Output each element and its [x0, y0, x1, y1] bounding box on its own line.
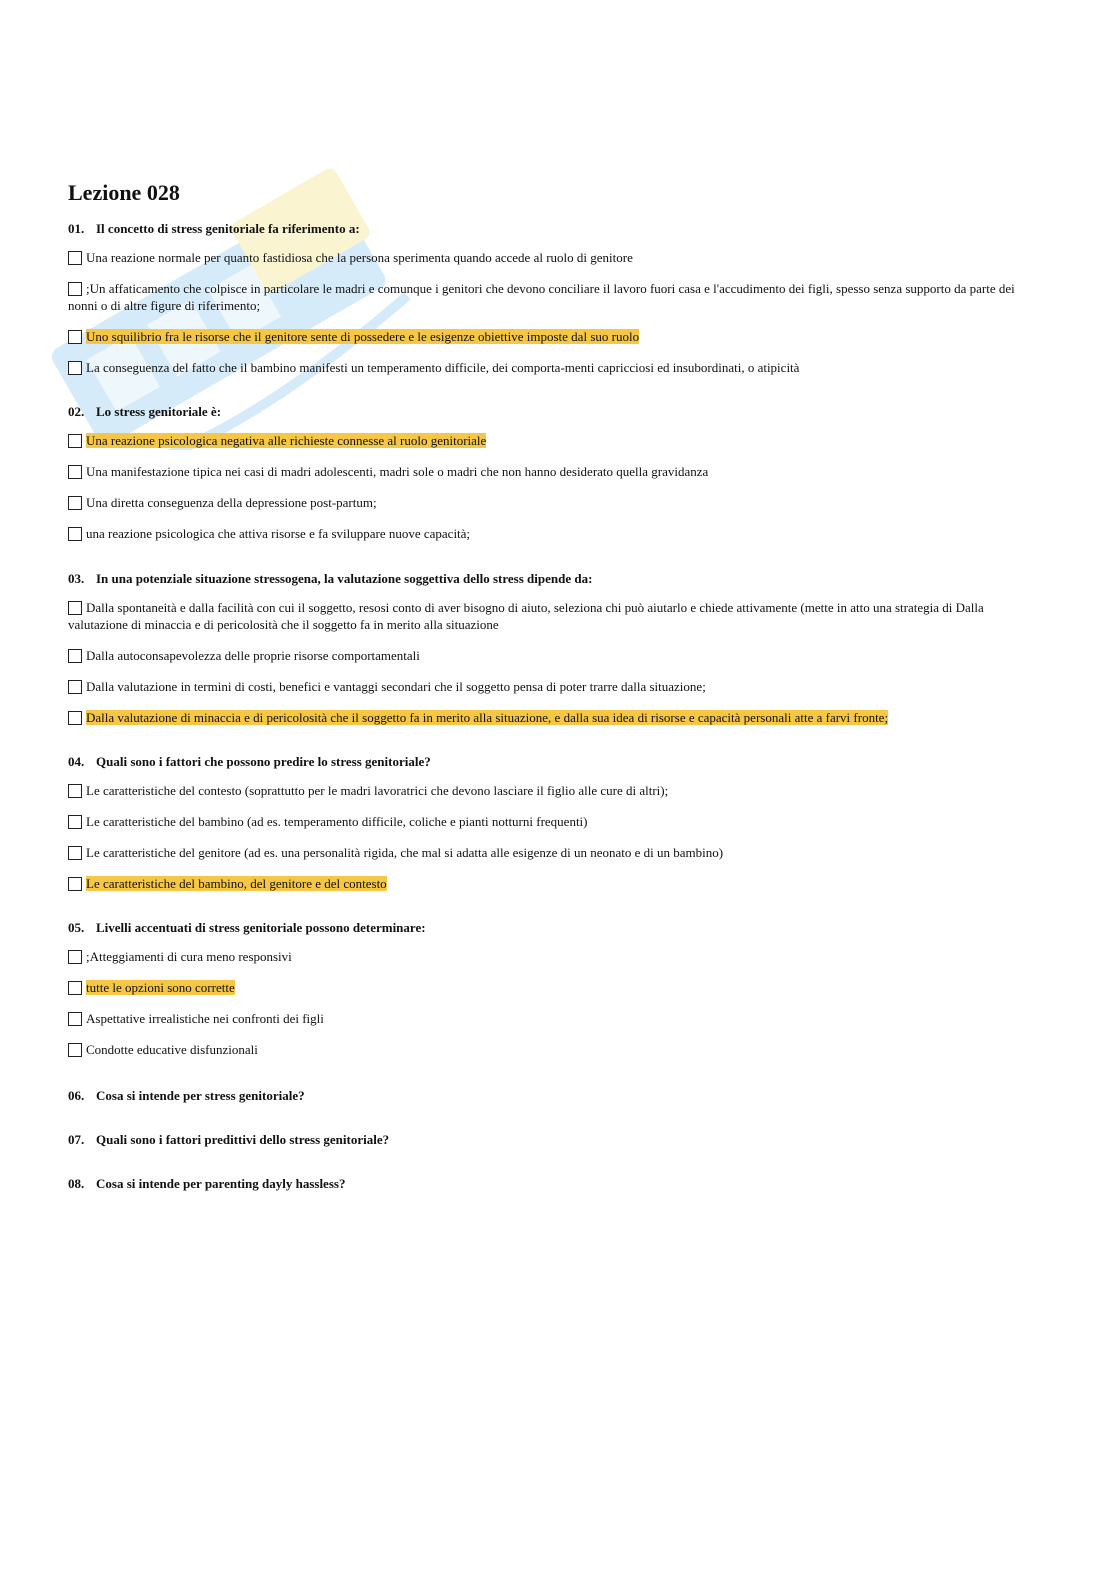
question-label: Cosa si intende per stress genitoriale? [96, 1088, 305, 1103]
answer-option[interactable] [68, 1010, 1043, 1027]
option-text: Le caratteristiche del genitore (ad es. una personalità rigida, che mal si adatta alle esigenze di un neonato e di un bambino) [86, 845, 724, 860]
checkbox[interactable] [68, 434, 82, 448]
checkbox[interactable] [68, 1043, 82, 1057]
question-number: 07. [68, 1132, 85, 1147]
checkbox[interactable] [68, 981, 82, 995]
checkbox[interactable] [68, 711, 82, 725]
question-01 [68, 220, 1043, 390]
answer-option[interactable] [68, 280, 1043, 314]
option-text: Le caratteristiche del contesto (soprattutto per le madri lavoratrici che devono lasciare il figlio alle cure di altri); [86, 783, 669, 798]
option-text: Condotte educative disfunzionali [86, 1042, 258, 1057]
answer-option[interactable] [68, 599, 1043, 633]
question-text [68, 403, 1043, 420]
checkbox[interactable] [68, 680, 82, 694]
answer-option[interactable] [68, 678, 1043, 695]
checkbox[interactable] [68, 815, 82, 829]
checkbox[interactable] [68, 496, 82, 510]
lesson-title: Lezione 028 [68, 180, 180, 205]
option-text: Le caratteristiche del bambino (ad es. temperamento difficile, coliche e pianti notturni frequenti) [86, 814, 588, 829]
question-number: 03. [68, 571, 85, 586]
question-text [68, 1131, 1043, 1148]
checkbox[interactable] [68, 361, 82, 375]
option-text: Una diretta conseguenza della depressione post-partum; [86, 495, 377, 510]
question-number: 02. [68, 404, 85, 419]
option-text: Dalla autoconsapevolezza delle proprie risorse comportamentali [86, 648, 420, 663]
checkbox[interactable] [68, 950, 82, 964]
answer-option-correct[interactable] [68, 328, 1043, 345]
answer-option[interactable] [68, 249, 1043, 266]
checkbox[interactable] [68, 282, 82, 296]
option-text: ;Atteggiamenti di cura meno responsivi [86, 949, 292, 964]
checkbox[interactable] [68, 527, 82, 541]
question-label: Livelli accentuati di stress genitoriale possono determinare: [96, 920, 426, 935]
option-text-highlighted: Dalla valutazione di minaccia e di pericolosità che il soggetto fa in merito alla situazione, e dalla sua idea di risorse e capacità personali atte a farvi fronte; [86, 710, 889, 725]
question-text [68, 570, 1043, 587]
question-label: Quali sono i fattori predittivi dello stress genitoriale? [96, 1132, 390, 1147]
option-text-highlighted: tutte le opzioni sono corrette [86, 980, 235, 995]
option-text: una reazione psicologica che attiva risorse e fa sviluppare nuove capacità; [86, 526, 471, 541]
answer-option-correct[interactable] [68, 875, 1043, 892]
question-number: 08. [68, 1176, 85, 1191]
checkbox[interactable] [68, 251, 82, 265]
checkbox[interactable] [68, 601, 82, 615]
question-number: 04. [68, 754, 85, 769]
question-text [68, 1087, 1043, 1104]
answer-option-correct[interactable] [68, 709, 1043, 726]
question-number: 05. [68, 920, 85, 935]
question-label: Cosa si intende per parenting dayly hassless? [96, 1176, 346, 1191]
option-text-highlighted: Le caratteristiche del bambino, del genitore e del contesto [86, 876, 387, 891]
answer-option[interactable] [68, 813, 1043, 830]
answer-option[interactable] [68, 948, 1043, 965]
answer-option[interactable] [68, 844, 1043, 861]
answer-option[interactable] [68, 782, 1043, 799]
option-text-highlighted: Una reazione psicologica negativa alle richieste connesse al ruolo genitoriale [86, 433, 487, 448]
checkbox[interactable] [68, 784, 82, 798]
question-text [68, 1175, 1043, 1192]
option-text: Aspettative irrealistiche nei confronti dei figli [86, 1011, 324, 1026]
answer-option[interactable] [68, 463, 1043, 480]
answer-option[interactable] [68, 494, 1043, 511]
checkbox[interactable] [68, 649, 82, 663]
question-number: 06. [68, 1088, 85, 1103]
question-02 [68, 403, 1043, 556]
question-number: 01. [68, 221, 85, 236]
question-text [68, 220, 1043, 237]
checkbox[interactable] [68, 330, 82, 344]
answer-option[interactable] [68, 525, 1043, 542]
question-07 [68, 1131, 1043, 1160]
question-text [68, 753, 1043, 770]
question-label: Il concetto di stress genitoriale fa riferimento a: [96, 221, 360, 236]
question-08 [68, 1175, 1043, 1204]
answer-option-correct[interactable] [68, 432, 1043, 449]
option-text: Una reazione normale per quanto fastidiosa che la persona sperimenta quando accede al ruolo di genitore [86, 250, 633, 265]
question-03 [68, 570, 1043, 740]
option-text: Dalla valutazione in termini di costi, benefici e vantaggi secondari che il soggetto pensa di poter trarre dalla situazione; [86, 679, 706, 694]
question-label: Lo stress genitoriale è: [96, 404, 222, 419]
question-05 [68, 919, 1043, 1072]
checkbox[interactable] [68, 846, 82, 860]
question-label: Quali sono i fattori che possono predire lo stress genitoriale? [96, 754, 431, 769]
answer-option[interactable] [68, 647, 1043, 664]
answer-option[interactable] [68, 359, 1043, 376]
question-06 [68, 1087, 1043, 1116]
answer-option[interactable] [68, 1041, 1043, 1058]
question-text [68, 919, 1043, 936]
option-text: ;Un affaticamento che colpisce in particolare le madri e comunque i genitori che devono conciliare il lavoro fuori casa e l'accudimento dei figli, spesso senza supporto da parte dei nonni o di altre figure di riferimento; [68, 281, 1015, 313]
question-label: In una potenziale situazione stressogena, la valutazione soggettiva dello stress dipende da: [96, 571, 593, 586]
checkbox[interactable] [68, 465, 82, 479]
option-text: Una manifestazione tipica nei casi di madri adolescenti, madri sole o madri che non hanno desiderato quella gravidanza [86, 464, 709, 479]
checkbox[interactable] [68, 1012, 82, 1026]
option-text: La conseguenza del fatto che il bambino manifesti un temperamento difficile, dei comporta-menti capricciosi ed insubordinati, o atipicità [86, 360, 800, 375]
checkbox[interactable] [68, 877, 82, 891]
question-04 [68, 753, 1043, 906]
option-text-highlighted: Uno squilibrio fra le risorse che il genitore sente di possedere e le esigenze obiettive imposte dal suo ruolo [86, 329, 640, 344]
answer-option-correct[interactable] [68, 979, 1043, 996]
option-text: Dalla spontaneità e dalla facilità con cui il soggetto, resosi conto di aver bisogno di aiuto, seleziona chi può aiutarlo e chiede attivamente (mette in atto una strategia di Dalla valutazione di minaccia e di pericolosità che il soggetto fa in merito alla situazione [68, 600, 984, 632]
